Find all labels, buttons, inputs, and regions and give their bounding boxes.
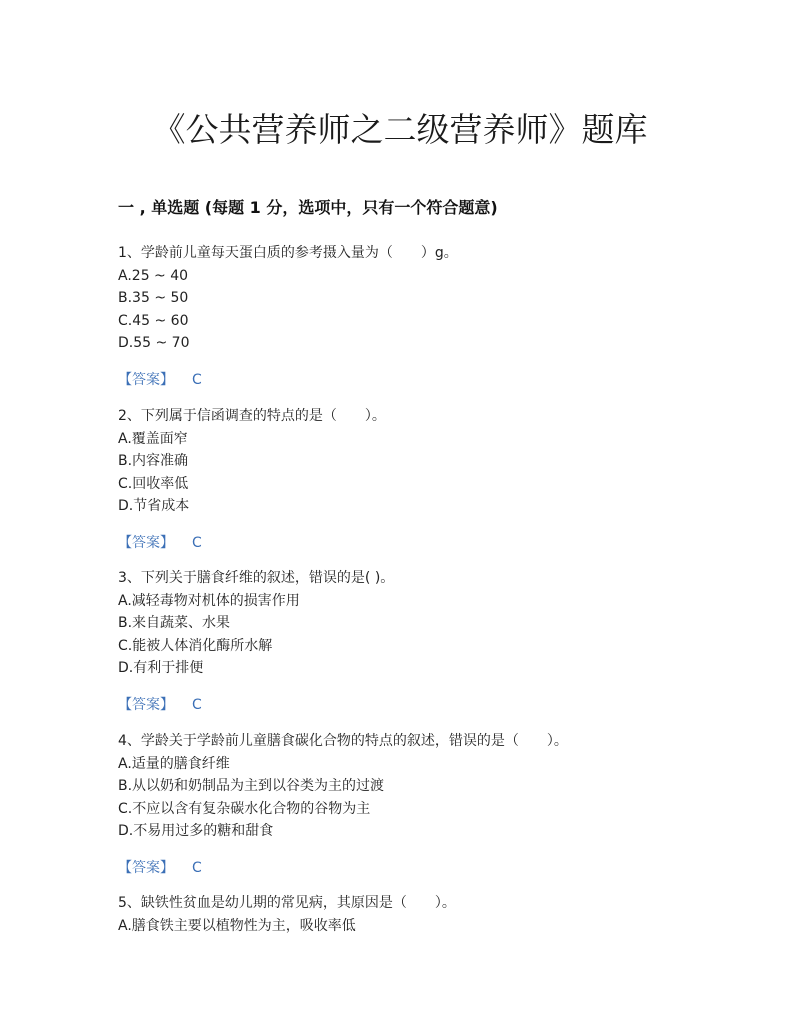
answer-label: 【答案】	[118, 696, 174, 713]
question-stem: 5、缺铁性贫血是幼儿期的常见病，其原因是（ ）。	[118, 895, 456, 911]
option-b: B.内容准确	[118, 453, 189, 469]
option-a: A.膳食铁主要以植物性为主，吸收率低	[118, 917, 356, 934]
question-stem: 2、下列属于信函调查的特点的是（ ）。	[118, 408, 386, 424]
option-d: D.不易用过多的糖和甜食	[118, 823, 274, 839]
question-2	[118, 405, 718, 554]
answer-value: C	[192, 696, 202, 713]
option-c: C.能被人体消化酶所水解	[118, 637, 273, 654]
answer-label: 【答案】	[118, 534, 174, 551]
answer-label: 【答案】	[118, 371, 174, 388]
question-stem: 4、学龄关于学龄前儿童膳食碳化合物的特点的叙述，错误的是（ ）。	[118, 733, 568, 749]
option-a: A.25 ~ 40	[118, 267, 189, 284]
question-stem: 3、下列关于膳食纤维的叙述，错误的是( )。	[118, 570, 395, 586]
option-b: B.来自蔬菜、水果	[118, 615, 231, 631]
option-d: D.有利于排便	[118, 660, 204, 676]
option-b: B.从以奶和奶制品为主到以谷类为主的过渡	[118, 778, 385, 794]
question-3	[118, 567, 718, 716]
question-4	[118, 730, 718, 879]
answer-value: C	[192, 859, 202, 876]
option-a: A.覆盖面窄	[118, 430, 188, 447]
option-d: D.55 ~ 70	[118, 335, 190, 351]
option-c: C.不应以含有复杂碳水化合物的谷物为主	[118, 800, 371, 817]
option-a: A.减轻毒物对机体的损害作用	[118, 592, 300, 609]
option-d: D.节省成本	[118, 498, 190, 514]
question-1	[118, 242, 718, 391]
option-c: C.回收率低	[118, 475, 189, 492]
question-stem: 1、学龄前儿童每天蛋白质的参考摄入量为（ ）g。	[118, 245, 458, 261]
answer-line	[118, 694, 718, 716]
question-5	[118, 892, 718, 937]
answer-line	[118, 532, 718, 554]
option-c: C.45 ~ 60	[118, 312, 189, 329]
answer-value: C	[192, 371, 202, 388]
answer-value: C	[192, 534, 202, 551]
answer-line	[118, 857, 718, 879]
answer-label: 【答案】	[118, 859, 174, 876]
option-b: B.35 ~ 50	[118, 290, 189, 306]
section-heading: 一 , 单选题 (每题 1 分，选项中，只有一个符合题意)	[118, 198, 498, 217]
document-title: 《公共营养师之二级营养师》题库	[152, 110, 648, 149]
answer-line	[118, 369, 718, 391]
option-a: A.适量的膳食纤维	[118, 755, 230, 772]
